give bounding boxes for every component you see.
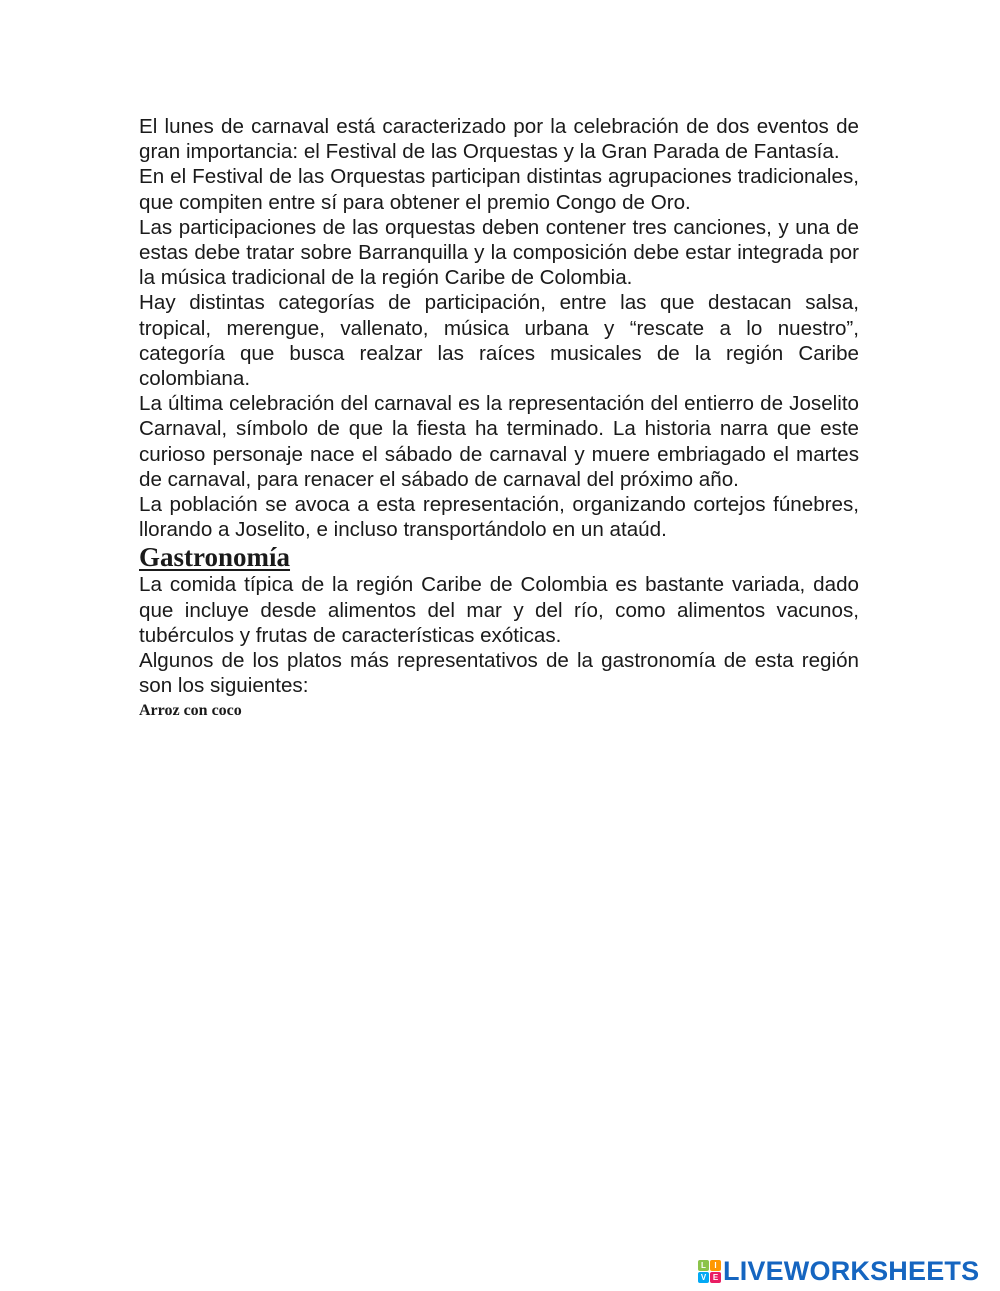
- logo-mark-icon: [698, 1260, 721, 1283]
- logo-text: LIVEWORKSHEETS: [723, 1256, 980, 1286]
- logo-mark-cell: E: [710, 1272, 721, 1283]
- logo-mark-cell: L: [698, 1260, 709, 1271]
- paragraph: La última celebración del carnaval es la representación del entierro de Joselito Carnaval, símbolo de que la fiesta ha terminado. La historia narra que este curioso personaje nace el sábado de carnaval y muere embriagado el martes de carnaval, para renacer el sábado de carnaval del próximo año.: [139, 392, 859, 491]
- paragraph: Algunos de los platos más representativos de la gastronomía de esta región son los siguientes:: [139, 649, 859, 698]
- paragraph: La población se avoca a esta representación, organizando cortejos fúnebres, llorando a Joselito, e incluso transportándolo en un ataúd.: [139, 493, 859, 542]
- logo-mark-cell: V: [698, 1272, 709, 1283]
- paragraph: Hay distintas categorías de participación, entre las que destacan salsa, tropical, merengue, vallenato, música urbana y “rescate a lo nuestro”, categoría que busca realzar las raíces musicales de la región Caribe colombiana.: [139, 291, 859, 391]
- subheading-arroz-con-coco: Arroz con coco: [139, 702, 242, 720]
- document-body: [139, 114, 859, 721]
- logo-mark-cell: I: [710, 1260, 721, 1271]
- paragraph: La comida típica de la región Caribe de Colombia es bastante variada, dado que incluye desde alimentos del mar y del río, como alimentos vacunos, tubérculos y frutas de características exóticas.: [139, 573, 859, 647]
- paragraph: Las participaciones de las orquestas deben contener tres canciones, y una de estas debe tratar sobre Barranquilla y la composición debe estar integrada por la música tradicional de la región Caribe de Colombia.: [139, 215, 859, 290]
- section-heading-gastronomia: Gastronomía: [139, 542, 291, 573]
- liveworksheets-logo: [698, 1256, 979, 1286]
- paragraph: En el Festival de las Orquestas participan distintas agrupaciones tradicionales, que compiten entre sí para obtener el premio Congo de Oro.: [139, 165, 859, 214]
- paragraph: El lunes de carnaval está caracterizado por la celebración de dos eventos de gran importancia: el Festival de las Orquestas y la Gran Parada de Fantasía.: [139, 115, 859, 164]
